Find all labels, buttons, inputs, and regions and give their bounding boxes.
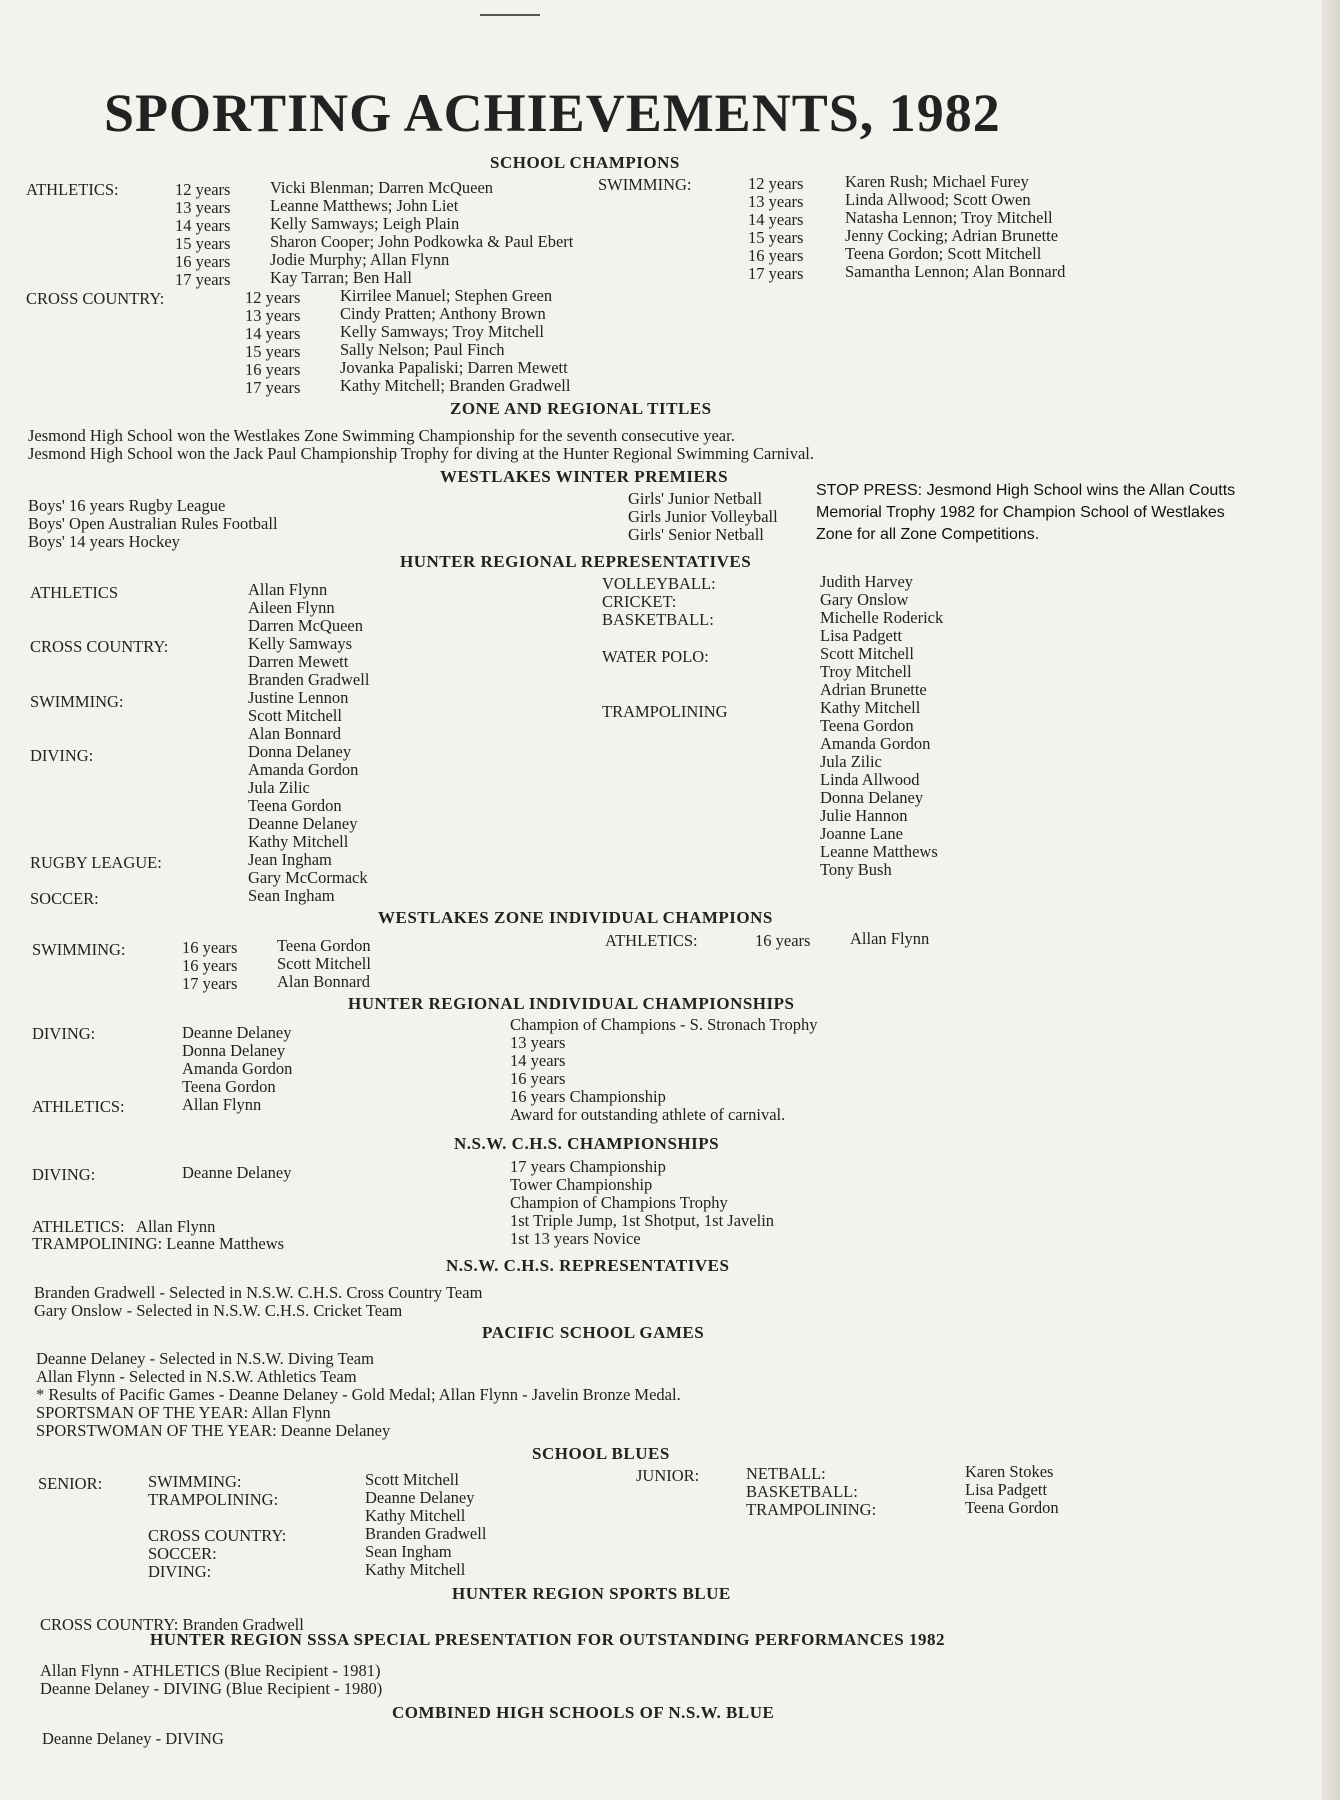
reps-rugby-names: Jean Ingham Gary McCormack bbox=[248, 850, 368, 887]
hi-athletics-name: Allan Flynn bbox=[182, 1095, 262, 1114]
blues-heading: SCHOOL BLUES bbox=[532, 1444, 670, 1463]
wi-ath-name: Allan Flynn bbox=[850, 929, 930, 948]
reps-rugby-label: RUGBY LEAGUE: bbox=[30, 853, 162, 872]
reps-swimming-names: Justine Lennon Scott Mitchell Alan Bonnard bbox=[248, 688, 349, 743]
chs-diving-name: Deanne Delaney bbox=[182, 1163, 292, 1182]
zone-regional-heading: ZONE AND REGIONAL TITLES bbox=[450, 399, 712, 418]
reps-right-names: Judith Harvey Gary Onslow Michelle Roderick Lisa Padgett Scott Mitchell Troy Mitchell Adrian Brunette Kathy Mitchell Teena Gordon Amanda Gordon Jula Zilic Linda Allwood Donna Delaney Julie Hannon Joanne Lane Leanne Matthews Tony Bush bbox=[820, 572, 944, 879]
hi-awards: Champion of Champions - S. Stronach Trophy 13 years 14 years 16 years 16 years Championship Award for outstanding athlete of carnival. bbox=[510, 1015, 818, 1124]
wi-swim-names: Teena Gordon Scott Mitchell Alan Bonnard bbox=[277, 936, 371, 991]
reps-waterpolo-label: WATER POLO: bbox=[602, 647, 709, 666]
chs-awards: 17 years Championship Tower Championship Champion of Champions Trophy 1st Triple Jump, 1st Shotput, 1st Javelin 1st 13 years Novice bbox=[510, 1157, 775, 1248]
reps-athletics-names: Allan Flynn Aileen Flynn Darren McQueen bbox=[248, 580, 363, 635]
westlakes-individual-heading: WESTLAKES ZONE INDIVIDUAL CHAMPIONS bbox=[378, 908, 773, 927]
wi-ath-age: 16 years bbox=[755, 931, 811, 950]
pacific-lines: Deanne Delaney - Selected in N.S.W. Diving Team Allan Flynn - Selected in N.S.W. Athletics Team * Results of Pacific Games - Deanne Delaney - Gold Medal; Allan Flynn - Javelin Bronze Medal. SPORTSMAN OF THE YEAR: Allan Flynn SPORSTWOMAN OF THE YEAR: Deanne Delaney bbox=[36, 1349, 681, 1440]
nsw-chs-heading: N.S.W. C.H.S. CHAMPIONSHIPS bbox=[454, 1134, 720, 1153]
nsw-reps-lines: Branden Gradwell - Selected in N.S.W. C.H.S. Cross Country Team Gary Onslow - Selected in N.S.W. C.H.S. Cricket Team bbox=[34, 1283, 483, 1320]
senior-names: Scott Mitchell Deanne Delaney Kathy Mitchell Branden Gradwell Sean Ingham Kathy Mitchell bbox=[365, 1470, 487, 1579]
reps-cross-label: CROSS COUNTRY: bbox=[30, 637, 169, 656]
hi-athletics-label: ATHLETICS: bbox=[32, 1097, 125, 1116]
swimming-ages: 12 years 13 years 14 years 15 years 16 years 17 years bbox=[748, 174, 804, 283]
reps-diving-names: Donna Delaney Amanda Gordon Jula Zilic Teena Gordon Deanne Delaney Kathy Mitchell bbox=[248, 742, 359, 851]
winter-premiers-heading: WESTLAKES WINTER PREMIERS bbox=[440, 467, 729, 486]
junior-label: JUNIOR: bbox=[636, 1466, 700, 1485]
region-blue-line: CROSS COUNTRY: Branden Gradwell bbox=[40, 1615, 304, 1634]
senior-sports: SWIMMING: TRAMPOLINING: CROSS COUNTRY: SOCCER: DIVING: bbox=[148, 1472, 287, 1581]
reps-right-labels: VOLLEYBALL: CRICKET: BASKETBALL: bbox=[602, 574, 716, 629]
reps-diving-label: DIVING: bbox=[30, 746, 94, 765]
region-blue-heading: HUNTER REGION SPORTS BLUE bbox=[452, 1584, 731, 1603]
athletics-names: Vicki Blenman; Darren McQueen Leanne Matthews; John Liet Kelly Samways; Leigh Plain Sharon Cooper; John Podkowka & Paul Ebert Jodie Murphy; Allan Flynn Kay Tarran; Ben Hall bbox=[270, 178, 574, 287]
swimming-label: SWIMMING: bbox=[598, 175, 692, 194]
athletics-ages: 12 years 13 years 14 years 15 years 16 years 17 years bbox=[175, 180, 231, 289]
cross-country-label: CROSS COUNTRY: bbox=[26, 289, 165, 308]
nsw-reps-heading: N.S.W. C.H.S. REPRESENTATIVES bbox=[446, 1256, 730, 1275]
page-edge bbox=[1322, 0, 1340, 1800]
reps-cross-names: Kelly Samways Darren Mewett Branden Gradwell bbox=[248, 634, 370, 689]
hi-diving-names: Deanne Delaney Donna Delaney Amanda Gordon Teena Gordon bbox=[182, 1023, 293, 1096]
chs-blue-heading: COMBINED HIGH SCHOOLS OF N.S.W. BLUE bbox=[392, 1703, 775, 1722]
reps-soccer-name: Sean Ingham bbox=[248, 886, 335, 905]
boys-premiers: Boys' 16 years Rugby League Boys' Open Australian Rules Football Boys' 14 years Hockey bbox=[28, 496, 278, 551]
ssa-heading: HUNTER REGION SSSA SPECIAL PRESENTATION FOR OUTSTANDING PERFORMANCES 1982 bbox=[150, 1630, 946, 1649]
pacific-heading: PACIFIC SCHOOL GAMES bbox=[482, 1323, 705, 1342]
hunter-individual-heading: HUNTER REGIONAL INDIVIDUAL CHAMPIONSHIPS bbox=[348, 994, 795, 1013]
cross-country-ages: 12 years 13 years 14 years 15 years 16 years 17 years bbox=[245, 288, 301, 397]
wi-swim-ages: 16 years 16 years 17 years bbox=[182, 938, 238, 993]
reps-soccer-label: SOCCER: bbox=[30, 889, 99, 908]
school-champions-heading: SCHOOL CHAMPIONS bbox=[490, 153, 680, 172]
page-title: SPORTING ACHIEVEMENTS, 1982 bbox=[104, 83, 1001, 143]
reps-swimming-label: SWIMMING: bbox=[30, 692, 124, 711]
junior-names: Karen Stokes Lisa Padgett Teena Gordon bbox=[965, 1462, 1059, 1517]
chs-athletics-line: ATHLETICS: Allan Flynn bbox=[32, 1217, 216, 1236]
reps-trampolining-label: TRAMPOLINING bbox=[602, 702, 728, 721]
hunter-reps-heading: HUNTER REGIONAL REPRESENTATIVES bbox=[400, 552, 752, 571]
junior-sports: NETBALL: BASKETBALL: TRAMPOLINING: bbox=[746, 1464, 877, 1519]
girls-premiers: Girls' Junior Netball Girls Junior Volleyball Girls' Senior Netball bbox=[628, 489, 778, 544]
cross-country-names: Kirrilee Manuel; Stephen Green Cindy Pratten; Anthony Brown Kelly Samways; Troy Mitchell Sally Nelson; Paul Finch Jovanka Papaliski; Darren Mewett Kathy Mitchell; Branden Gradwell bbox=[340, 286, 571, 395]
senior-label: SENIOR: bbox=[38, 1474, 103, 1493]
top-rule bbox=[480, 14, 540, 16]
athletics-label: ATHLETICS: bbox=[26, 180, 119, 199]
chs-blue-line: Deanne Delaney - DIVING bbox=[42, 1729, 224, 1748]
ssa-lines: Allan Flynn - ATHLETICS (Blue Recipient - 1981) Deanne Delaney - DIVING (Blue Recipient - 1980) bbox=[40, 1661, 383, 1698]
stop-press: STOP PRESS: Jesmond High School wins the Allan Coutts Memorial Trophy 1982 for Champion School of Westlakes Zone for all Zone Competitions. bbox=[816, 482, 1236, 543]
wi-athletics-label: ATHLETICS: bbox=[605, 931, 698, 950]
chs-diving-label: DIVING: bbox=[32, 1165, 96, 1184]
swimming-names: Karen Rush; Michael Furey Linda Allwood; Scott Owen Natasha Lennon; Troy Mitchell Jenny Cocking; Adrian Brunette Teena Gordon; Scott Mitchell Samantha Lennon; Alan Bonnard bbox=[845, 172, 1066, 281]
hi-diving-label: DIVING: bbox=[32, 1024, 96, 1043]
wi-swimming-label: SWIMMING: bbox=[32, 940, 126, 959]
reps-athletics-label: ATHLETICS bbox=[30, 583, 118, 602]
chs-trampolining-line: TRAMPOLINING: Leanne Matthews bbox=[32, 1234, 285, 1253]
zone-regional-lines: Jesmond High School won the Westlakes Zone Swimming Championship for the seventh consecutive year. Jesmond High School won the Jack Paul Championship Trophy for diving at the Hunter Regional Swimming Carnival. bbox=[28, 426, 814, 463]
